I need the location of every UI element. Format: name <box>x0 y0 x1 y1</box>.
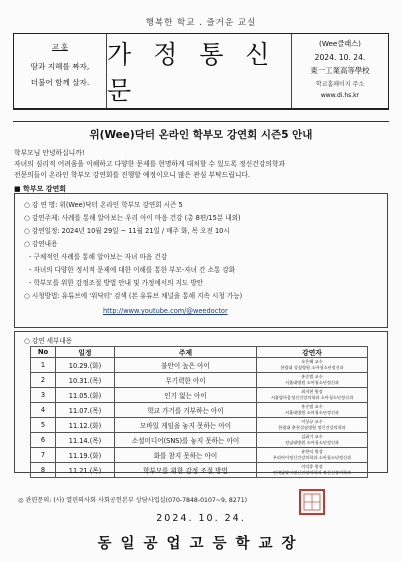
table-row <box>31 433 368 448</box>
speaker-name: 홍순범 교수 <box>301 404 323 410</box>
schedule-label: ○ 강연 세부내용 <box>24 337 73 345</box>
header-no: No <box>31 347 56 358</box>
table-row <box>31 358 368 373</box>
speaker-name: 유한익 원장 <box>301 449 323 455</box>
motto-cell <box>14 34 107 108</box>
table-row <box>31 448 368 463</box>
row-topic: 학교 가기를 거부하는 아이 <box>115 403 257 418</box>
page-title: 가 정 통 신 문 <box>107 40 277 105</box>
motto-line-1: 땀과 지혜를 짜자, <box>30 62 90 71</box>
row-speaker <box>257 403 368 418</box>
table-row <box>31 373 368 388</box>
table-row <box>31 388 368 403</box>
row-date: 11.05.(화) <box>56 388 115 403</box>
schedule-box <box>14 331 388 473</box>
row-topic: 인기 없는 아이 <box>115 388 257 403</box>
intro-line-2: 전문의들이 온라인 학부모 강연회를 진행할 예정이오니 많은 관심 부탁드립니다. <box>14 171 251 179</box>
row-speaker <box>257 448 368 463</box>
speaker-affiliation: 연세달맞이정신건강의학과 정신건강의학과 <box>272 470 352 475</box>
notice-subtitle: 위(Wee)닥터 온라인 학부모 강연회 시즌5 안내 <box>89 129 313 141</box>
info-topic: ○ 강 연 명: 위(Wee)닥터 온라인 학부모 강연회 시즌 5 <box>24 201 183 209</box>
header-speaker: 강연자 <box>257 347 368 358</box>
issuer: (Wee클래스) <box>319 39 361 48</box>
divider <box>13 121 389 122</box>
speaker-name: 이상규 교수 <box>301 419 323 425</box>
info-content-1: - 구체적인 사례를 통해 알아보는 자녀 마음 건강 <box>29 253 168 261</box>
header-date: 일정 <box>56 347 115 358</box>
inquiry-info: ◎ 관련문의: (사) 열린의사회 사회공헌본부 상담사업실(070-7848-0107~9, 8271) <box>18 497 248 504</box>
greeting: 학부모님 안녕하십니까! <box>14 149 85 157</box>
homepage-label: 학교홈페이지 주소 <box>315 81 365 88</box>
table-row <box>31 403 368 418</box>
speaker-affiliation: 서울대병원 소아청소년정신과 <box>285 380 339 385</box>
speaker-name: 홍순범 교수 <box>301 374 323 380</box>
row-no: 3 <box>31 388 56 403</box>
row-no: 1 <box>31 358 56 373</box>
homepage-url[interactable]: www.di.hs.kr <box>320 92 360 99</box>
lecture-info-box <box>14 193 388 328</box>
schedule-table <box>30 346 368 478</box>
speaker-affiliation: 전남대병원 소아청소년정신과 <box>285 440 339 445</box>
speaker-affiliation: 한림대 성심병원 소아청소년정신과 <box>280 365 344 370</box>
official-seal-icon <box>298 488 326 516</box>
row-no: 7 <box>31 448 56 463</box>
info-content-3: - 학부모를 위한 감정조절 방법 안내 및 가정에서의 지도 방안 <box>29 279 204 287</box>
principal-signature: 동일공업고등학교장 <box>97 535 305 552</box>
row-date: 11.21.(목) <box>56 463 115 478</box>
row-no: 8 <box>31 463 56 478</box>
row-speaker <box>257 358 368 373</box>
speaker-name: 이덕종 원장 <box>301 464 323 470</box>
table-header-row <box>31 347 368 358</box>
row-date: 11.07.(목) <box>56 403 115 418</box>
header-topic: 주제 <box>115 347 257 358</box>
speaker-name: 김취기 교수 <box>301 434 323 440</box>
info-period: ○ 강연일정: 2024년 10월 29일 ~ 11월 21일 / 매주 화, 목 오전 10시 <box>24 227 230 235</box>
speaker-name: 최지현 원장 <box>301 389 323 395</box>
footer-date: 2024. 10. 24. <box>156 513 246 524</box>
row-topic: 화를 참지 못하는 아이 <box>115 448 257 463</box>
row-topic: 불안이 높은 아이 <box>115 358 257 373</box>
table-row <box>31 418 368 433</box>
row-date: 11.14.(목) <box>56 433 115 448</box>
intro-line-1: 자녀의 심리적 어려움을 이해하고 다양한 문제를 현명하게 대처할 수 있도록 정신건강의학과 <box>14 160 286 168</box>
row-date: 11.19.(화) <box>56 448 115 463</box>
row-topic: 소셜미디어(SNS)를 놓지 못하는 아이 <box>115 433 257 448</box>
row-date: 11.12.(화) <box>56 418 115 433</box>
issuer-cell <box>292 34 388 108</box>
motto-label: 교 훈 <box>52 43 68 51</box>
school-name-hanja: 東一工業高等學校 <box>310 66 370 75</box>
speaker-affiliation: 우리아이정신건강의학과 소아청소년정신과 <box>272 455 352 460</box>
section-title: ■ 학부모 강연회 <box>14 185 67 193</box>
row-speaker <box>257 433 368 448</box>
row-no: 5 <box>31 418 56 433</box>
school-slogan: 행복한 학교 . 즐거운 교실 <box>145 18 257 28</box>
info-content-2: - 자녀의 다양한 정서적 문제에 대한 이해를 통한 부모-자녀 간 소통 강화 <box>29 266 236 274</box>
title-cell <box>107 34 292 108</box>
row-speaker <box>257 373 368 388</box>
row-no: 6 <box>31 433 56 448</box>
row-topic: 모바일 게임을 놓지 못하는 아이 <box>115 418 257 433</box>
speaker-affiliation: 서울대병원 소아청소년정신과 <box>285 410 339 415</box>
row-no: 2 <box>31 373 56 388</box>
issue-date: 2024. 10. 24. <box>314 53 366 62</box>
row-topic: 무기력한 아이 <box>115 373 257 388</box>
row-no: 4 <box>31 403 56 418</box>
row-speaker <box>257 388 368 403</box>
table-row <box>31 463 368 478</box>
speaker-affiliation: 한림대 춘천성심병원 정신건강의학과 <box>278 425 346 430</box>
speaker-name: 오은혜 교수 <box>301 359 323 365</box>
info-theme: ○ 강연주제: 사례를 통해 알아보는 우리 아이 마음 건강 (총 8편/15분 내외) <box>24 214 241 222</box>
row-speaker <box>257 418 368 433</box>
youtube-link[interactable]: http://www.youtube.com/@weedoctor <box>103 307 228 315</box>
info-method: ○ 시청방법: 유튜브에 '위닥터' 검색 (본 유튜브 채널을 통해 지속 시청 가능) <box>24 292 243 300</box>
row-topic: 학부모를 위한 감정 조절 방법 <box>115 463 257 478</box>
row-date: 10.31.(목) <box>56 373 115 388</box>
speaker-affiliation: 서울탑마음정신건강의학과 소아청소년정신과 <box>270 395 354 400</box>
motto-line-2: 더불어 함께 살자. <box>30 78 90 87</box>
header-table <box>13 33 389 110</box>
info-content-label: ○ 강연내용 <box>24 240 58 248</box>
row-date: 10.29.(화) <box>56 358 115 373</box>
row-speaker <box>257 463 368 478</box>
